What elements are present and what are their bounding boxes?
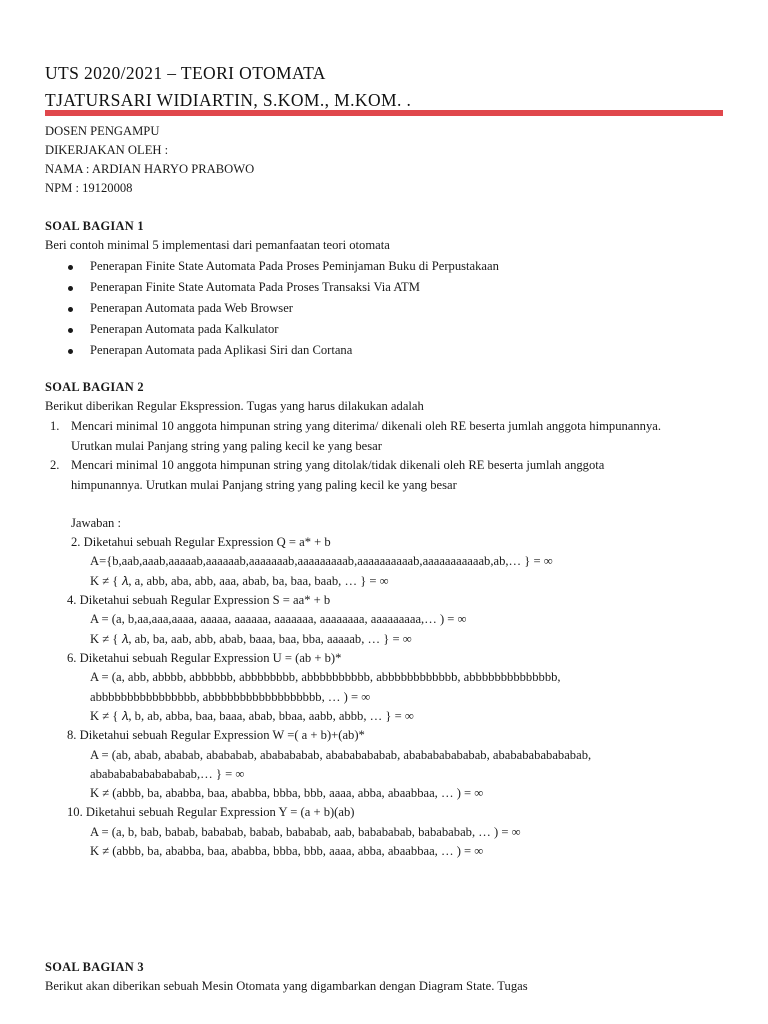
answer-heading: 10. Diketahui sebuah Regular Expression Y = (a + b)(ab) bbox=[67, 805, 355, 819]
answer-heading: 8. Diketahui sebuah Regular Expression W =( a + b)+(ab)* bbox=[67, 728, 365, 742]
question-number: 1. bbox=[50, 419, 60, 433]
bullet-icon bbox=[68, 286, 73, 291]
section3-heading: SOAL BAGIAN 3 bbox=[45, 960, 144, 974]
lecturer-name: TJATURSARI WIDIARTIN, S.KOM., M.KOM. . bbox=[45, 90, 412, 110]
question-1-line-1: Mencari minimal 10 anggota himpunan string yang diterima/ dikenali oleh RE beserta jumlah anggota himpunannya. bbox=[71, 419, 662, 433]
header-divider bbox=[45, 110, 723, 116]
list-item: Penerapan Automata pada Web Browser bbox=[90, 301, 293, 315]
info-dikerjakan: DIKERJAKAN OLEH : bbox=[45, 143, 169, 157]
question-2-line-2: himpunannya. Urutkan mulai Panjang string yang paling kecil ke yang besar bbox=[71, 478, 457, 492]
bullet-icon bbox=[68, 349, 73, 354]
info-nama: NAMA : ARDIAN HARYO PRABOWO bbox=[45, 162, 255, 176]
accepted-set-continued: ababababababababab,… } = ∞ bbox=[90, 767, 245, 781]
accepted-set: A = (a, b, bab, babab, bababab, babab, bababab, aab, babababab, babababab, … ) = ∞ bbox=[90, 825, 521, 839]
section1-intro: Beri contoh minimal 5 implementasi dari pemanfaatan teori otomata bbox=[45, 238, 390, 252]
rejected-set: K ≠ { 𝜆, b, ab, abba, baa, baaa, abab, bbaa, aabb, abbb, … } = ∞ bbox=[90, 709, 414, 723]
section1-heading: SOAL BAGIAN 1 bbox=[45, 219, 144, 233]
answer-heading: 2. Diketahui sebuah Regular Expression Q = a* + b bbox=[71, 535, 331, 549]
section3-intro: Berikut akan diberikan sebuah Mesin Otomata yang digambarkan dengan Diagram State. Tugas bbox=[45, 979, 528, 993]
accepted-set: A = (a, abb, abbbb, abbbbbb, abbbbbbbb, abbbbbbbbbb, abbbbbbbbbbbb, abbbbbbbbbbbbbb, bbox=[90, 670, 561, 684]
list-item: Penerapan Automata pada Kalkulator bbox=[90, 322, 279, 336]
question-number: 2. bbox=[50, 458, 60, 472]
rejected-set: K ≠ { 𝜆, a, abb, aba, abb, aaa, abab, ba, baa, baab, … } = ∞ bbox=[90, 574, 389, 588]
rejected-set: K ≠ (abbb, ba, ababba, baa, ababba, bbba, bbb, aaaa, abba, abaabbaa, … ) = ∞ bbox=[90, 786, 484, 800]
question-1-line-2: Urutkan mulai Panjang string yang paling kecil ke yang besar bbox=[71, 439, 382, 453]
exam-title: UTS 2020/2021 – TEORI OTOMATA bbox=[45, 63, 326, 83]
info-npm: NPM : 19120008 bbox=[45, 181, 133, 195]
list-item: Penerapan Finite State Automata Pada Proses Peminjaman Buku di Perpustakaan bbox=[90, 259, 499, 273]
rejected-set: K ≠ { 𝜆, ab, ba, aab, abb, abab, baaa, baa, bba, aaaaab, … } = ∞ bbox=[90, 632, 412, 646]
rejected-set: K ≠ (abbb, ba, ababba, baa, ababba, bbba, bbb, aaaa, abba, abaabbaa, … ) = ∞ bbox=[90, 844, 484, 858]
accepted-set: A = (ab, abab, ababab, abababab, ababababab, abababababab, ababababababab, abababababababab, bbox=[90, 748, 592, 762]
bullet-icon bbox=[68, 328, 73, 333]
accepted-set: A = (a, b,aa,aaa,aaaa, aaaaa, aaaaaa, aaaaaaa, aaaaaaaa, aaaaaaaaa,… ) = ∞ bbox=[90, 612, 467, 626]
answer-heading: 6. Diketahui sebuah Regular Expression U = (ab + b)* bbox=[67, 651, 342, 665]
answer-label: Jawaban : bbox=[71, 516, 122, 530]
question-2-line-1: Mencari minimal 10 anggota himpunan string yang ditolak/tidak dikenali oleh RE beserta jumlah anggota bbox=[71, 458, 605, 472]
list-item: Penerapan Finite State Automata Pada Proses Transaksi Via ATM bbox=[90, 280, 420, 294]
info-dosen: DOSEN PENGAMPU bbox=[45, 124, 160, 138]
bullet-icon bbox=[68, 265, 73, 270]
list-item: Penerapan Automata pada Aplikasi Siri dan Cortana bbox=[90, 343, 353, 357]
accepted-set-continued: abbbbbbbbbbbbbbbb, abbbbbbbbbbbbbbbbbb, … ) = ∞ bbox=[90, 690, 371, 704]
section2-intro: Berikut diberikan Regular Ekspression. Tugas yang harus dilakukan adalah bbox=[45, 399, 424, 413]
answer-heading: 4. Diketahui sebuah Regular Expression S = aa* + b bbox=[67, 593, 331, 607]
bullet-icon bbox=[68, 307, 73, 312]
accepted-set: A={b,aab,aaab,aaaaab,aaaaaab,aaaaaaab,aaaaaaaaab,aaaaaaaaaab,aaaaaaaaaaab,ab,… } = ∞ bbox=[90, 554, 553, 568]
section2-heading: SOAL BAGIAN 2 bbox=[45, 380, 144, 394]
